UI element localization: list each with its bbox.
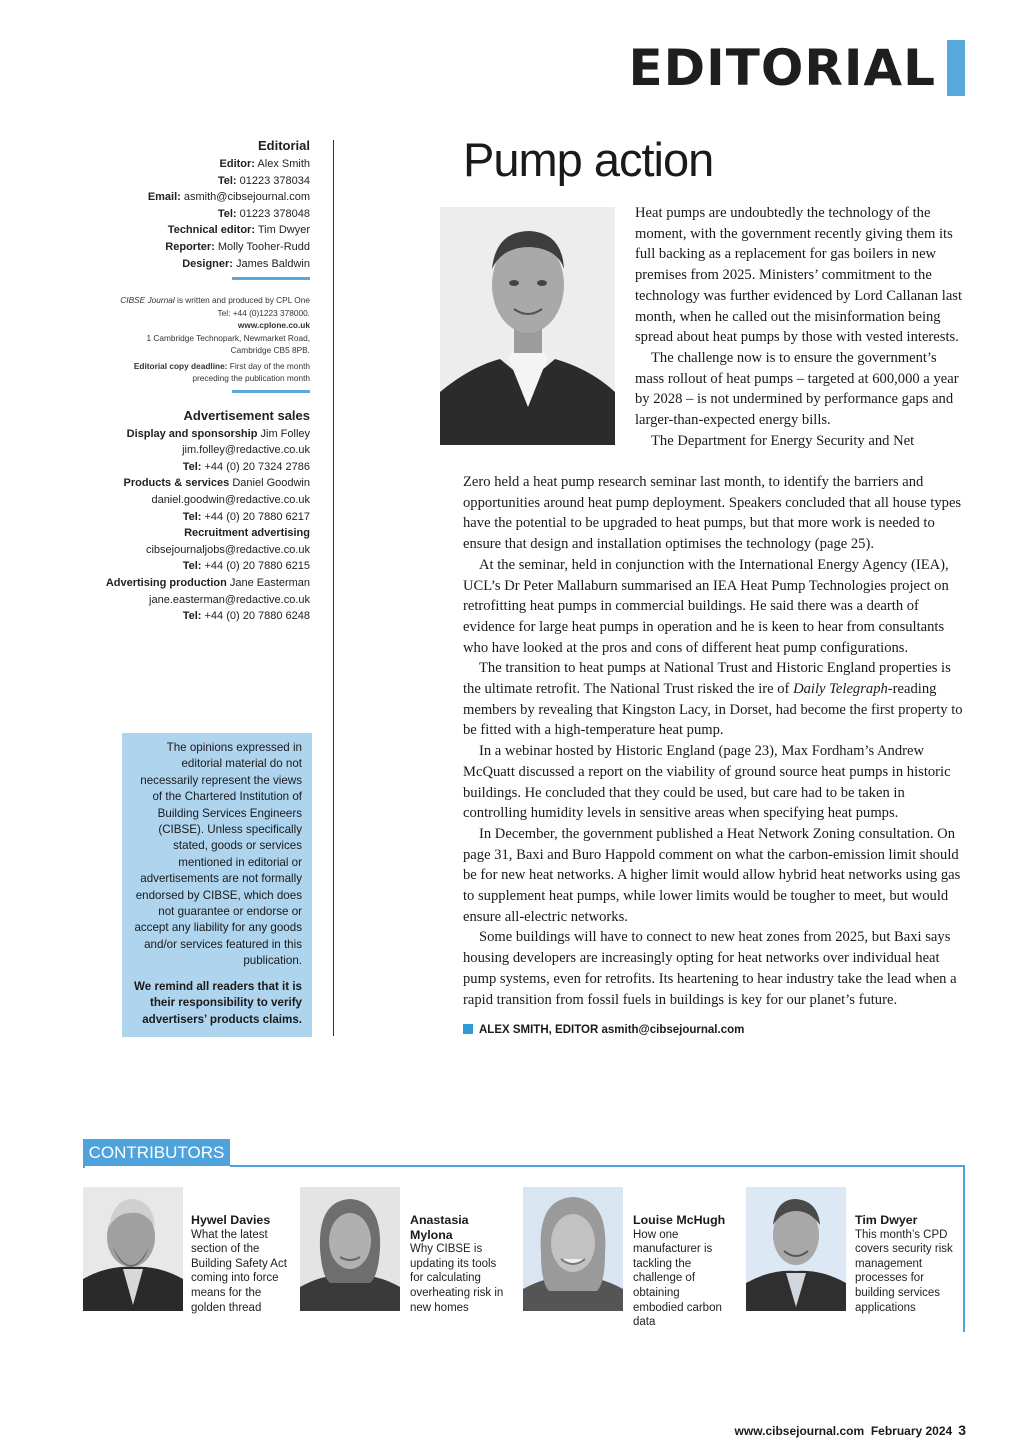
article-headline: Pump action: [463, 133, 714, 186]
sidebar-rule: [232, 390, 310, 393]
article-paragraph: At the seminar, held in conjunction with the International Energy Agency (IEA), UCL’s Dr Peter Mallaburn summarised an IEA Heat Pump Technologies project on retrofitting heat pumps in commercial buildings. He said there was a dearth of evidence for large heat pumps in operation and he is keen to hear from consultants who have looked at the pros and cons of different heat pump configurations.: [463, 556, 949, 656]
contributors-rule: [230, 1165, 965, 1167]
contributor-name: Louise McHugh: [633, 1213, 726, 1227]
footer-date: February 2024: [870, 1424, 953, 1438]
editorial-line: Email: asmith@cibsejournal.com: [147, 191, 310, 204]
ad-line: Tel: +44 (0) 20 7880 6217: [182, 510, 310, 523]
ad-sales-heading: Advertisement sales: [183, 407, 310, 423]
contributors-rule: [83, 1165, 85, 1168]
article-paragraph: The challenge now is to ensure the government’s mass rollout of heat pumps – targeted at 600,000 a year by 2028 – is not undermined by performance gaps and larger-than-expected energy bills.: [635, 349, 959, 429]
article-paragraph: Zero held a heat pump research seminar last month, to identify the barriers and opportunities around heat pump deployment. Speakers concluded that all house types have the potential to be upgraded to heat pumps, but that more work is needed to ensure that design and installation optimises the technology (page 25).: [463, 474, 962, 553]
article-column-top: [635, 203, 965, 451]
title-accent-bar: [947, 40, 965, 96]
ad-line: Products & services Daniel Goodwin: [123, 477, 310, 490]
contributor-photo: [300, 1187, 400, 1311]
contributors-rule: [963, 1165, 965, 1332]
article-paragraph: Some buildings will have to connect to new heat zones from 2025, but Baxi says housing developers are increasingly opting for heat networks over individual heat pump systems, even for retrofits. Its heartening to hear industry take the lead when a rapid transition from fossil fuels in buildings is key for our planet’s future.: [463, 929, 957, 1008]
disclaimer-text: The opinions expressed in editorial material do not necessarily represent the views of the Chartered Institution of Building Services Engineers (CIBSE). Unless specifically stated, goods or services mentioned in editorial or advertisements are not formally endorsed by CIBSE, which does not guarantee or endorse or accept any liability for any goods and/or services featured in this publication.: [134, 741, 302, 968]
article-paragraph: The transition to heat pumps at National Trust and Historic England properties is the ultimate retrofit. The National Trust risked the ire of Daily Telegraph-reading members by revealing that Kingston Lacy, in Dorset, had become the first property to be fitted with a high-temperature heat pump.: [463, 660, 963, 739]
ad-line: Display and sponsorship Jim Folley: [126, 427, 310, 440]
ad-line: jane.easterman@redactive.co.uk: [149, 593, 310, 606]
page-footer: [735, 1422, 966, 1438]
article-paragraph: In a webinar hosted by Historic England (page 23), Max Fordham’s Andrew McQuatt discussed a report on the viability of ground source heat pumps in historic buildings. He concluded that they could be used, but care had to be taken in controlling humidity levels in sensitive areas when specifying heat pumps.: [463, 743, 951, 822]
contributor-photo: [83, 1187, 183, 1311]
editorial-line: Designer: James Baldwin: [182, 257, 310, 270]
sidebar-rule: [232, 277, 310, 280]
contributor-name: Anastasia Mylona: [410, 1213, 469, 1242]
section-title: EDITORIAL: [628, 39, 936, 97]
page-number: 3: [958, 1422, 966, 1438]
editorial-line: Tel: 01223 378034: [217, 174, 310, 187]
disclaimer-box: [122, 733, 312, 1037]
ad-line: Tel: +44 (0) 20 7880 6215: [182, 560, 310, 573]
footer-website[interactable]: www.cibsejournal.com: [734, 1424, 865, 1438]
editorial-heading: Editorial: [257, 138, 310, 153]
ad-line: cibsejournaljobs@redactive.co.uk: [145, 543, 310, 556]
ad-line: Advertising production Jane Easterman: [105, 577, 310, 589]
ad-line: Recruitment advertising: [184, 527, 310, 540]
contributor-desc: Why CIBSE is updating its tools for calculating overheating risk in new homes: [410, 1243, 504, 1314]
article-paragraph: In December, the government published a Heat Network Zoning consultation. On page 31, Baxi and Buro Happold comment on what the carbon-emission limit should be for new heat networks. A higher limit would allow hybrid heat networks using gas to supplement heat pumps, while lower limits would be tougher to meet, but would ensure all-electric networks.: [463, 825, 961, 925]
ad-line: Tel: +44 (0) 20 7880 6248: [182, 610, 310, 623]
contributor-name: Tim Dwyer: [855, 1213, 918, 1227]
contributor-card: [855, 1213, 955, 1315]
disclaimer-reminder: We remind all readers that it is their responsibility to verify advertisers’ products claims.: [134, 979, 302, 1026]
masthead-sidebar: [90, 138, 310, 625]
byline-square-icon: [463, 1024, 473, 1034]
contributors-heading: CONTRIBUTORS: [83, 1139, 230, 1166]
contributor-desc: What the latest section of the Building Safety Act coming into force means for the golden thread: [191, 1228, 287, 1314]
article-paragraph: Heat pumps are undoubtedly the technology of the moment, with the government recently giving them its full backing as a replacement for gas boilers in new premises from 2025. Ministers’ commitment to the technology was further evidenced by Lord Callanan last month, when he called out the misinformation being spread about heat pumps by those with vested interests.: [635, 205, 963, 346]
editorial-line: Editor: Alex Smith: [219, 158, 310, 170]
column-divider: [333, 140, 334, 1036]
publisher-info: CIBSE Journal is written and produced by CPL One Tel: +44 (0)1223 378000. www.cplone.co.uk 1 Cambridge Technopark, Newmarket Road, Cambridge CB5 8PB. Editorial copy deadline: First day of the month preceding the publication month: [120, 295, 310, 384]
contributor-card: [410, 1213, 510, 1315]
article-byline: ALEX SMITH, EDITOR asmith@cibsejournal.com: [463, 1024, 744, 1036]
contributor-name: Hywel Davies: [191, 1213, 271, 1227]
editorial-line: Tel: 01223 378048: [217, 207, 310, 220]
editorial-line: Technical editor: Tim Dwyer: [167, 224, 310, 237]
ad-line: daniel.goodwin@redactive.co.uk: [151, 494, 310, 507]
ad-line: Tel: +44 (0) 20 7324 2786: [182, 460, 310, 473]
contributor-card: [191, 1213, 291, 1315]
contributor-desc: How one manufacturer is tackling the challenge of obtaining embodied carbon data: [633, 1228, 722, 1329]
contributor-desc: This month’s CPD covers security risk management processes for building services applications: [855, 1228, 953, 1314]
byline-email[interactable]: asmith@cibsejournal.com: [598, 1024, 745, 1036]
article-paragraph: The Department for Energy Security and Net: [651, 432, 915, 449]
contributor-photo: [523, 1187, 623, 1311]
editorial-line: Reporter: Molly Tooher-Rudd: [165, 240, 310, 253]
ad-line: jim.folley@redactive.co.uk: [182, 444, 310, 457]
contributor-photo: [746, 1187, 846, 1311]
article-column-main: [463, 472, 965, 1010]
contributor-card: [633, 1213, 733, 1330]
editor-portrait: [440, 207, 615, 445]
